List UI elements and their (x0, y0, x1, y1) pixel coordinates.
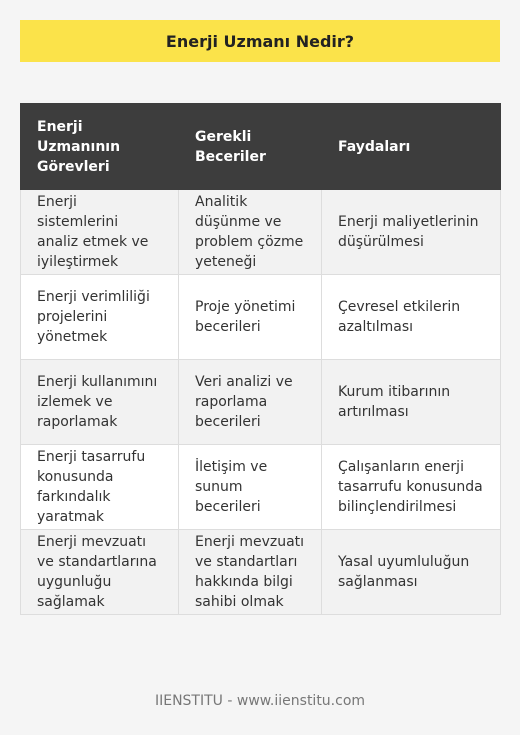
table-row (21, 275, 501, 360)
skill-cell: Enerji mevzuatı ve standartları hakkında bilgi sahibi olmak (179, 530, 322, 615)
benefit-cell: Enerji maliyetlerinin düşürülmesi (322, 190, 501, 275)
energy-expert-table (20, 103, 501, 615)
table-row (21, 360, 501, 445)
footer-credit: IIENSTITU - www.iienstitu.com (154, 693, 366, 709)
content-table-container (20, 103, 500, 615)
table-row (21, 190, 501, 275)
duty-cell: Enerji sistemlerini analiz etmek ve iyileştirmek (21, 190, 179, 275)
skill-cell: Proje yönetimi becerileri (179, 275, 322, 360)
table-row (21, 445, 501, 530)
header-row (21, 104, 501, 190)
header-duties: Enerji Uzmanının Görevleri (21, 104, 179, 190)
benefit-cell: Çevresel etkilerin azaltılması (322, 275, 501, 360)
table-row (21, 530, 501, 615)
duty-cell: Enerji mevzuatı ve standartlarına uygunluğu sağlamak (21, 530, 179, 615)
table-header (21, 104, 501, 190)
benefit-cell: Kurum itibarının artırılması (322, 360, 501, 445)
skill-cell: İletişim ve sunum becerileri (179, 445, 322, 530)
benefit-cell: Yasal uyumluluğun sağlanması (322, 530, 501, 615)
skill-cell: Analitik düşünme ve problem çözme yeteneği (179, 190, 322, 275)
page-title: Enerji Uzmanı Nedir? (20, 20, 500, 62)
header-skills: Gerekli Beceriler (179, 104, 322, 190)
skill-cell: Veri analizi ve raporlama becerileri (179, 360, 322, 445)
duty-cell: Enerji kullanımını izlemek ve raporlamak (21, 360, 179, 445)
header-benefits: Faydaları (322, 104, 501, 190)
benefit-cell: Çalışanların enerji tasarrufu konusunda bilinçlendirilmesi (322, 445, 501, 530)
duty-cell: Enerji verimliliği projelerini yönetmek (21, 275, 179, 360)
duty-cell: Enerji tasarrufu konusunda farkındalık yaratmak (21, 445, 179, 530)
table-body (21, 190, 501, 615)
